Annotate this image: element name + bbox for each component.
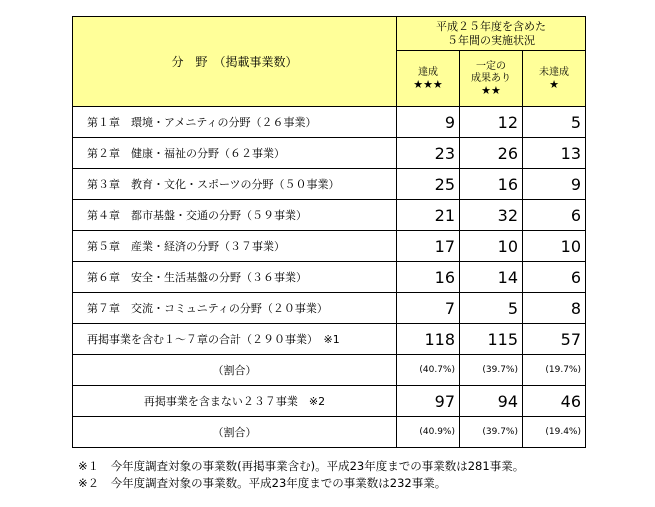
- achieved-ratio: (40.9%): [397, 417, 460, 448]
- not-achieved-header: [523, 51, 586, 107]
- not-achieved-value: 6: [523, 262, 586, 293]
- total-row-without-reposts: [73, 386, 586, 417]
- status-group-line1: 平成２５年度を含めた: [436, 19, 546, 33]
- partial-ratio: (39.7%): [460, 355, 523, 386]
- status-group-header: [397, 17, 586, 51]
- not-achieved-value: 5: [523, 107, 586, 138]
- partial-ratio: (39.7%): [460, 417, 523, 448]
- achieved-total: 97: [397, 386, 460, 417]
- footnote-2: ※２ 今年度調査対象の事業数。平成23年度までの事業数は232事業。: [78, 476, 447, 490]
- partial-value: 5: [460, 293, 523, 324]
- achieved-value: 17: [397, 231, 460, 262]
- not-achieved-ratio: (19.7%): [523, 355, 586, 386]
- not-achieved-total: 46: [523, 386, 586, 417]
- achieved-ratio: (40.7%): [397, 355, 460, 386]
- table-row: [73, 107, 586, 138]
- partial-header: [460, 51, 523, 107]
- partial-value: 32: [460, 200, 523, 231]
- partial-value: 26: [460, 138, 523, 169]
- partial-value: 14: [460, 262, 523, 293]
- partial-total: 115: [460, 324, 523, 355]
- chapter-label: 第３章 教育・文化・スポーツの分野（５０事業）: [73, 169, 397, 200]
- chapter-label: 第４章 都市基盤・交通の分野（５９事業）: [73, 200, 397, 231]
- achieved-header: [397, 51, 460, 107]
- partial-value: 12: [460, 107, 523, 138]
- achieved-label: 達成: [418, 66, 438, 78]
- table-row: [73, 293, 586, 324]
- chapter-label: 第１章 環境・アメニティの分野（２６事業）: [73, 107, 397, 138]
- table-row: [73, 200, 586, 231]
- not-achieved-ratio: (19.4%): [523, 417, 586, 448]
- ratio-label: （割合）: [73, 355, 397, 386]
- chapter-label: 第２章 健康・福祉の分野（６２事業）: [73, 138, 397, 169]
- total-label: 再掲事業を含まない２３７事業 ※2: [73, 386, 397, 417]
- ratio-row-without-reposts: [73, 417, 586, 448]
- achieved-value: 9: [397, 107, 460, 138]
- achieved-value: 21: [397, 200, 460, 231]
- partial-total: 94: [460, 386, 523, 417]
- ratio-row-with-reposts: [73, 355, 586, 386]
- achieved-value: 16: [397, 262, 460, 293]
- not-achieved-value: 13: [523, 138, 586, 169]
- footnotes: [78, 458, 524, 492]
- partial-label-line1: 一定の: [476, 60, 506, 72]
- not-achieved-value: 6: [523, 200, 586, 231]
- ratio-label: （割合）: [73, 417, 397, 448]
- partial-value: 16: [460, 169, 523, 200]
- table-row: [73, 262, 586, 293]
- chapter-label: 第６章 安全・生活基盤の分野（３６事業）: [73, 262, 397, 293]
- not-achieved-value: 9: [523, 169, 586, 200]
- achieved-value: 23: [397, 138, 460, 169]
- chapter-label: 第５章 産業・経済の分野（３７事業）: [73, 231, 397, 262]
- field-header: 分 野 （掲載事業数）: [73, 17, 397, 107]
- table-row: [73, 169, 586, 200]
- partial-stars: ★★: [481, 83, 501, 97]
- table-row: [73, 231, 586, 262]
- status-group-line2: ５年間の実施状況: [447, 33, 535, 47]
- total-row-with-reposts: [73, 324, 586, 355]
- not-achieved-stars: ★: [549, 77, 559, 91]
- achieved-total: 118: [397, 324, 460, 355]
- achieved-stars: ★★★: [413, 77, 443, 91]
- not-achieved-value: 10: [523, 231, 586, 262]
- not-achieved-label: 未達成: [539, 66, 569, 78]
- chapter-label: 第７章 交流・コミュニティの分野（２０事業）: [73, 293, 397, 324]
- partial-value: 10: [460, 231, 523, 262]
- achieved-value: 25: [397, 169, 460, 200]
- table-row: [73, 138, 586, 169]
- footnote-1: ※１ 今年度調査対象の事業数(再掲事業含む)。平成23年度までの事業数は281事業。: [78, 459, 525, 473]
- achieved-value: 7: [397, 293, 460, 324]
- partial-label-line2: 成果あり: [471, 72, 511, 84]
- not-achieved-total: 57: [523, 324, 586, 355]
- total-label: 再掲事業を含む１～７章の合計（２９０事業） ※1: [73, 324, 397, 355]
- not-achieved-value: 8: [523, 293, 586, 324]
- results-table: [72, 16, 586, 448]
